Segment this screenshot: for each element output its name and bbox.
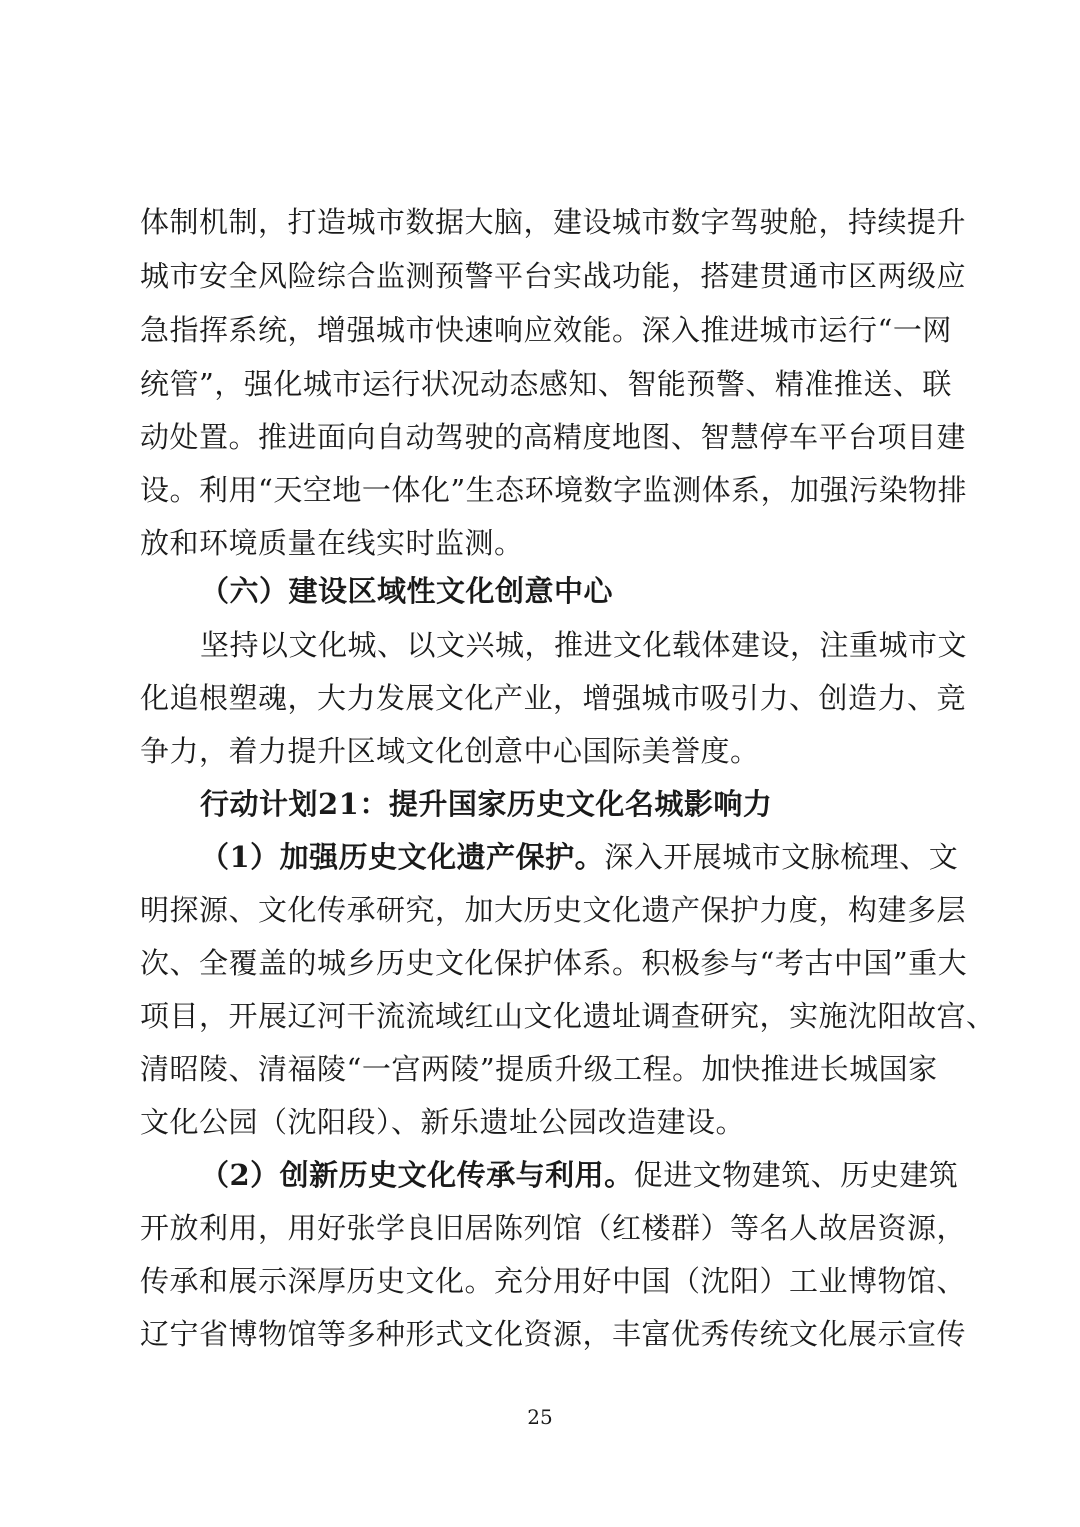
paragraph-line: 体制机制，打造城市数据大脑，建设城市数字驾驶舱，持续提升 <box>140 205 967 239</box>
paragraph-line: 动处置。推进面向自动驾驶的高精度地图、智慧停车平台项目建 <box>140 420 967 454</box>
page-number: 25 <box>527 1405 553 1429</box>
item-1-title: （1）加强历史文化遗产保护。 <box>200 840 605 874</box>
paragraph-line: 放和环境质量在线实时监测。 <box>140 526 524 560</box>
paragraph-line: 坚持以文化城、以文兴城，推进文化载体建设，注重城市文 <box>200 628 968 662</box>
item-1-first-line <box>200 838 959 876</box>
paragraph-line: 传承和展示深厚历史文化。充分用好中国（沈阳）工业博物馆、 <box>140 1264 967 1298</box>
paragraph-line: 项目，开展辽河干流流域红山文化遗址调查研究，实施沈阳故宫、 <box>140 999 996 1033</box>
paragraph-line: 城市安全风险综合监测预警平台实战功能，搭建贯通市区两级应 <box>140 259 967 293</box>
paragraph-line: 统管”，强化城市运行状况动态感知、智能预警、精准推送、联 <box>140 367 952 401</box>
section-heading: （六）建设区域性文化创意中心 <box>200 574 614 608</box>
paragraph-line: 设。利用“天空地一体化”生态环境数字监测体系，加强污染物排 <box>140 473 968 507</box>
item-2-first-line <box>200 1156 959 1194</box>
paragraph-line: 明探源、文化传承研究，加大历史文化遗产保护力度，构建多层 <box>140 893 967 927</box>
paragraph-line: 文化公园（沈阳段）、新乐遗址公园改造建设。 <box>140 1105 746 1139</box>
paragraph-line: 急指挥系统，增强城市快速响应效能。深入推进城市运行“一网 <box>140 313 952 347</box>
paragraph-line: 开放利用，用好张学良旧居陈列馆（红楼群）等名人故居资源， <box>140 1211 967 1245</box>
paragraph-line: 清昭陵、清福陵“一宫两陵”提质升级工程。加快推进长城国家 <box>140 1052 938 1086</box>
item-2-text: 促进文物建筑、历史建筑 <box>633 1158 959 1192</box>
item-1-text: 深入开展城市文脉梳理、文 <box>604 840 959 874</box>
paragraph-line: 争力，着力提升区域文化创意中心国际美誉度。 <box>140 734 760 768</box>
paragraph-line: 次、全覆盖的城乡历史文化保护体系。积极参与“考古中国”重大 <box>140 946 968 980</box>
item-2-title: （2）创新历史文化传承与利用。 <box>200 1158 634 1192</box>
paragraph-line: 化追根塑魂，大力发展文化产业，增强城市吸引力、创造力、竞 <box>140 681 967 715</box>
paragraph-line: 辽宁省博物馆等多种形式文化资源，丰富优秀传统文化展示宣传 <box>140 1317 967 1351</box>
action-plan-heading: 行动计划21：提升国家历史文化名城影响力 <box>200 787 773 821</box>
